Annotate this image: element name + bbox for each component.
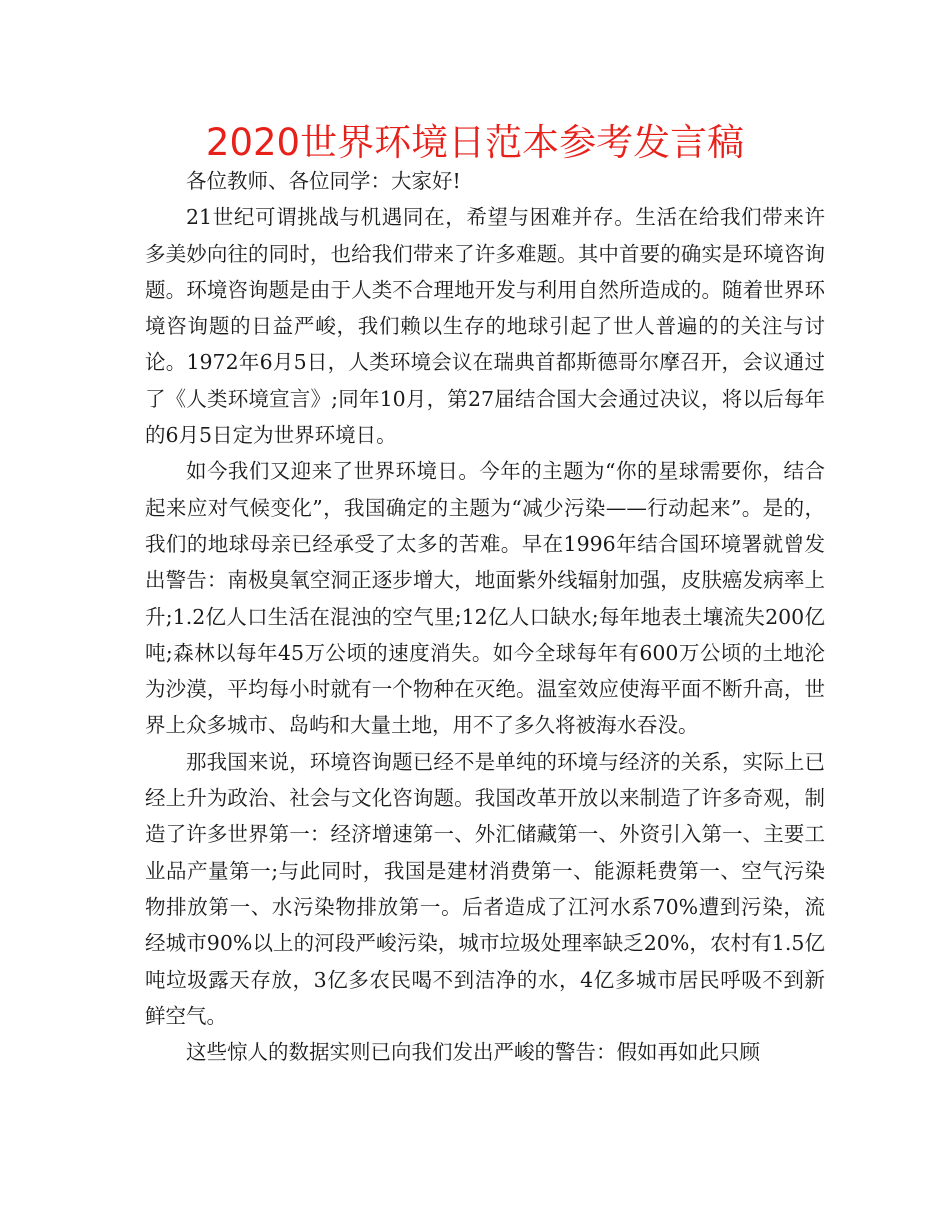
body-paragraph-3: 那我国来说，环境咨询题已经不是单纯的环境与经济的关系，实际上已经上升为政治、社会与文化咨询题。我国改革开放以来制造了许多奇观，制造了许多世界第一：经济增速第一、外汇储藏第一、外资引入第一、主要工业品产量第一;与此同时，我国是建材消费第一、能源耗费第一、空气污染物排放第一、水污染物排放第一。后者造成了江河水系70%遭到污染，流经城市90%以上的河段严峻污染，城市垃圾处理率缺乏20%，农村有1.5亿吨垃圾露天存放，3亿多农民喝不到洁净的水，4亿多城市居民呼吸不到新鲜空气。 xyxy=(145,749,825,1028)
body-paragraph-4: 这些惊人的数据实则已向我们发出严峻的警告：假如再如此只顾 xyxy=(186,1040,760,1065)
document-body xyxy=(145,163,825,1070)
greeting-paragraph: 各位教师、各位同学：大家好! xyxy=(186,169,461,193)
document-title: 2020世界环境日范本参考发言稿 xyxy=(205,121,745,164)
body-paragraph-1: 21世纪可谓挑战与机遇同在，希望与困难并存。生活在给我们带来许多美妙向往的同时，也给我们带来了许多难题。其中首要的确实是环境咨询题。环境咨询题是由于人类不合理地开发与利用自然所造成的。随着世界环境咨询题的日益严峻，我们赖以生存的地球引起了世人普遍的的关注与讨论。1972年6月5日，人类环境会议在瑞典首都斯德哥尔摩召开，会议通过了《人类环境宣言》;同年10月，第27届结合国大会通过决议，将以后每年的6月5日定为世界环境日。 xyxy=(145,205,825,448)
body-paragraph-2: 如今我们又迎来了世界环境日。今年的主题为“你的星球需要你，结合起来应对气候变化”，我国确定的主题为“减少污染——行动起来”。是的，我们的地球母亲已经承受了太多的苦难。早在1996年结合国环境署就曾发出警告：南极臭氧空洞正逐步增大，地面紫外线辐射加强，皮肤癌发病率上升;1.2亿人口生活在混浊的空气里;12亿人口缺水;每年地表土壤流失200亿吨;森林以每年45万公顷的速度消失。如今全球每年有600万公顷的土地沦为沙漠，平均每小时就有一个物种在灭绝。温室效应使海平面不断升高，世界上众多城市、岛屿和大量土地，用不了多久将被海水吞没。 xyxy=(145,459,825,738)
